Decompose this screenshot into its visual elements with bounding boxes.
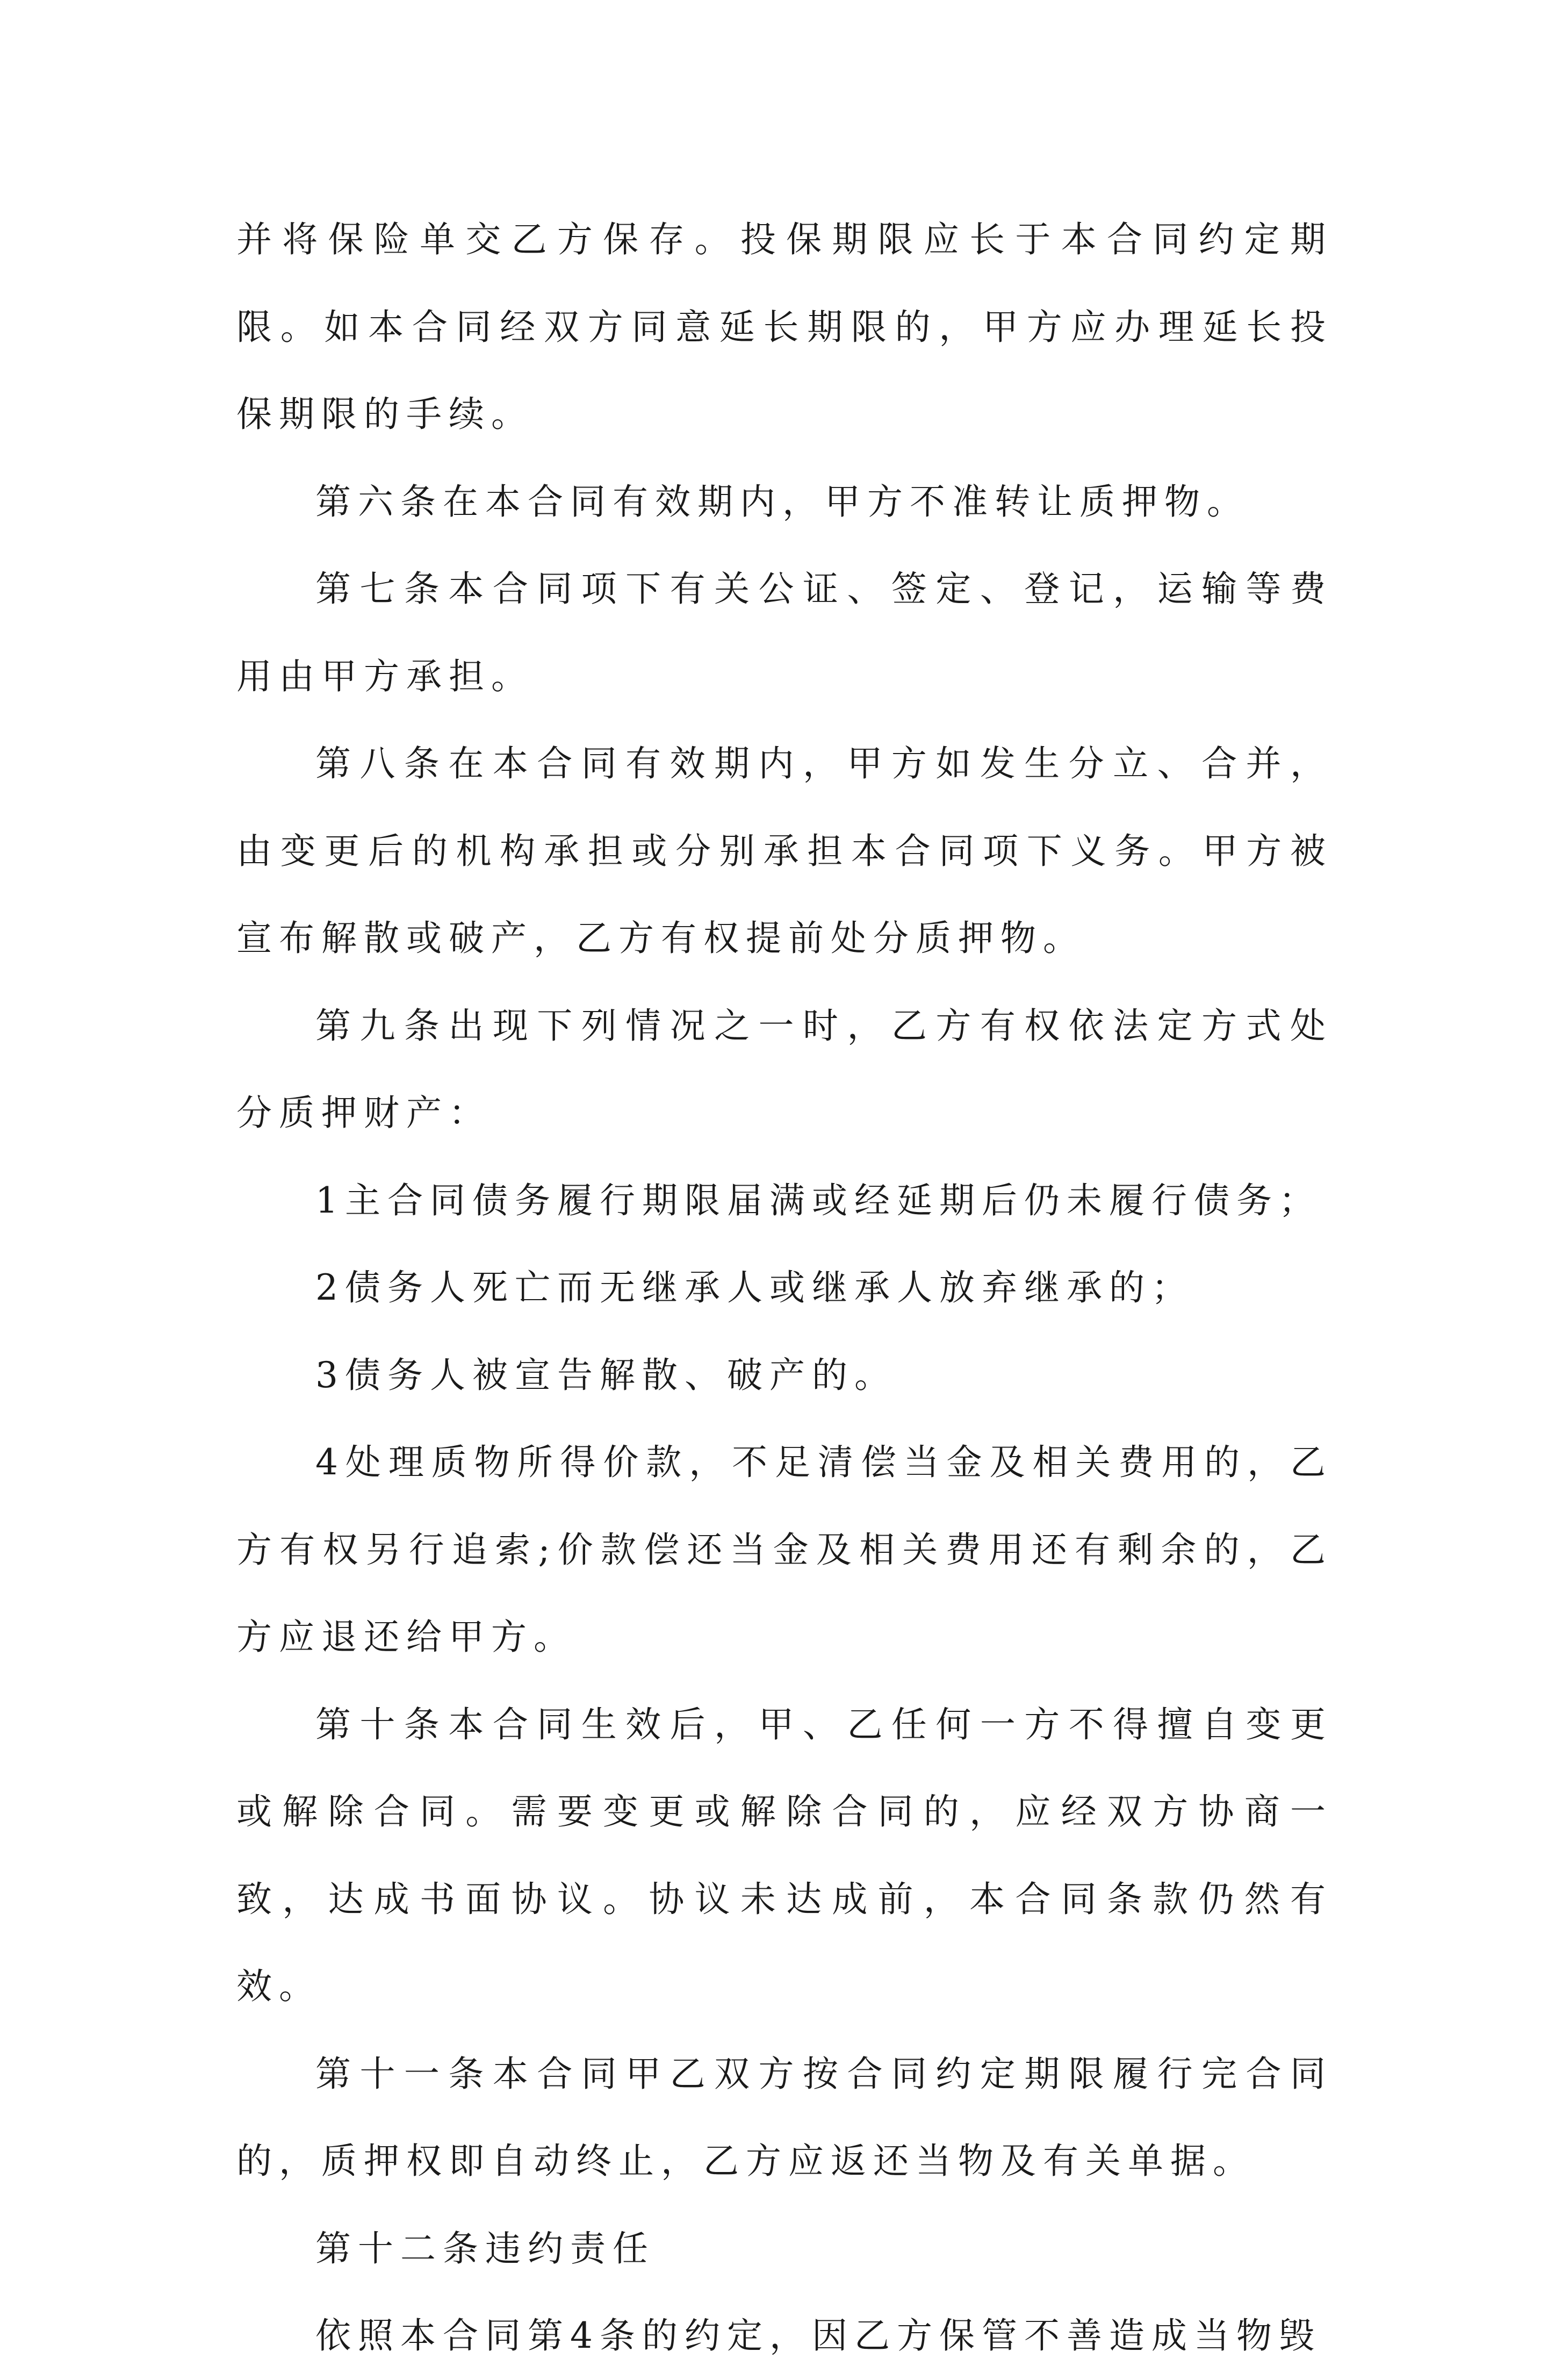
paragraph-article-9: 第九条出现下列情况之一时，乙方有权依法定方式处分质押财产： [236,1005,1333,1134]
paragraph-article-12-heading: 第十二条违约责任 [315,2227,655,2269]
paragraph-article-8: 第八条在本合同有效期内，甲方如发生分立、合并，由变更后的机构承担或分别承担本合同项下义务。甲方被宣布解散或破产，乙方有权提前处分质押物。 [236,743,1333,959]
paragraph-liability: 依照本合同第4条的约定，因乙方保管不善造成当物毁 [315,2315,1321,2356]
paragraph-article-11: 第十一条本合同甲乙双方按合同约定期限履行完合同的，质押权即自动终止，乙方应返还当物及有关单据。 [236,2053,1333,2182]
paragraph-article-6: 第六条在本合同有效期内，甲方不准转让质押物。 [315,481,1249,522]
list-item-4: 4处理质物所得价款，不足清偿当金及相关费用的，乙方有权另行追索;价款偿还当金及相关费用还有剩余的，乙方应退还给甲方。 [236,1442,1333,1658]
list-item-2: 2债务人死亡而无继承人或继承人放弃继承的； [315,1267,1194,1308]
list-item-3: 3债务人被宣告解散、破产的。 [315,1354,897,1396]
document-body [236,196,1333,2380]
paragraph-insurance: 并将保险单交乙方保存。投保期限应长于本合同约定期限。如本合同经双方同意延长期限的，甲方应办理延长投保期限的手续。 [236,219,1333,435]
list-item-1: 1主合同债务履行期限届满或经延期后仍未履行债务； [315,1179,1321,1221]
paragraph-article-10: 第十条本合同生效后，甲、乙任何一方不得擅自变更或解除合同。需要变更或解除合同的，应经双方协商一致，达成书面协议。协议未达成前，本合同条款仍然有效。 [236,1703,1333,2007]
paragraph-article-7: 第七条本合同项下有关公证、签定、登记，运输等费用由甲方承担。 [236,568,1333,697]
